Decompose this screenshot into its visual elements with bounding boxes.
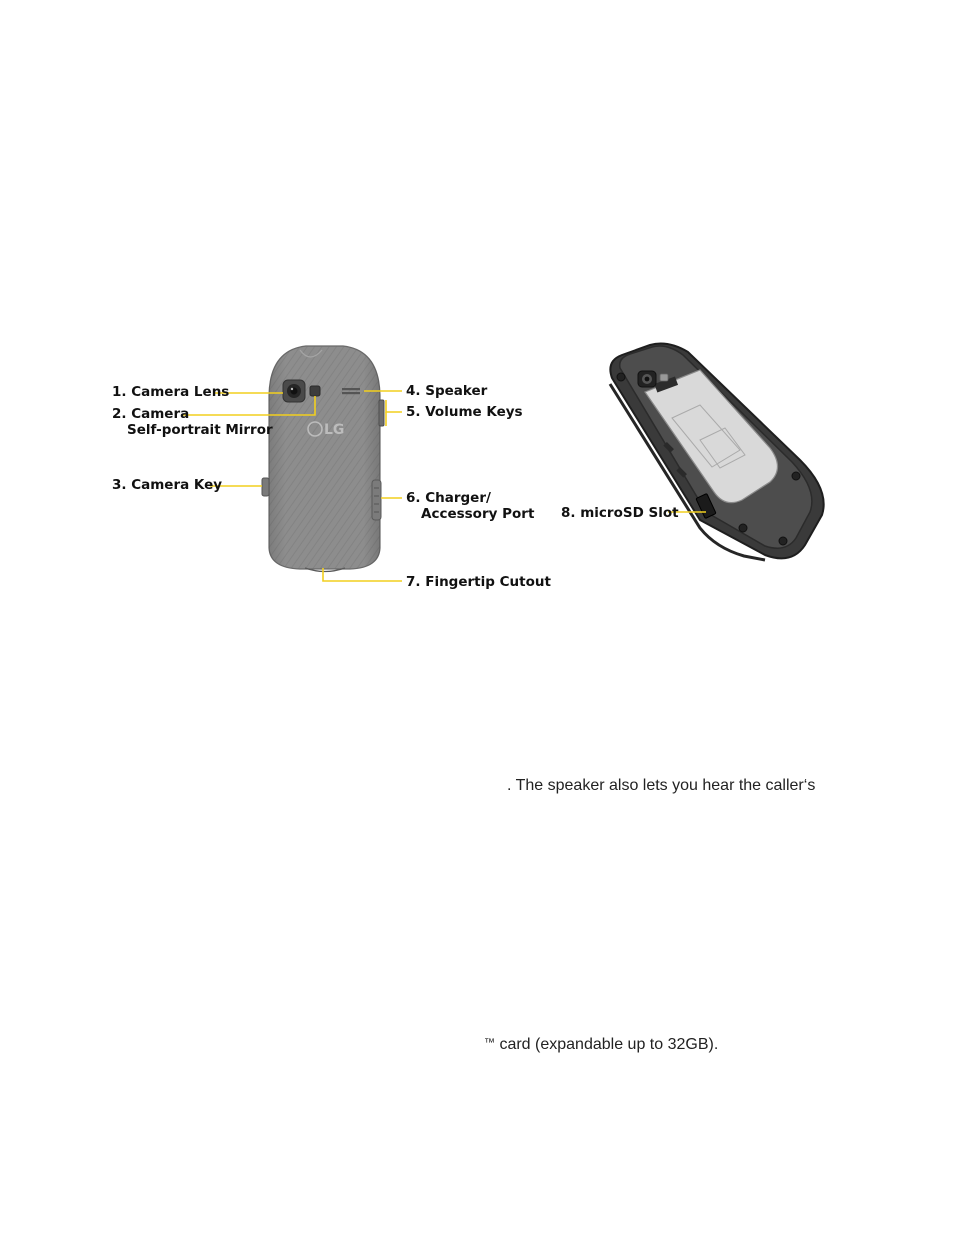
callout-camera-mirror: 2. Camera Self-portrait Mirror: [112, 406, 273, 438]
callout-volume-keys: 5. Volume Keys: [406, 404, 523, 420]
volume-keys-icon: [379, 400, 384, 426]
phone-open-view: [610, 344, 824, 560]
charger-port-icon: [372, 480, 381, 520]
callout-speaker: 4. Speaker: [406, 383, 488, 399]
phone-back-view: [262, 346, 384, 572]
camera-lens-icon: [283, 380, 305, 402]
callout-charger-port: 6. Charger/ Accessory Port: [406, 490, 535, 522]
trademark-symbol: ™: [484, 1037, 495, 1049]
svg-text:LG: LG: [324, 422, 345, 438]
camera-key-icon: [262, 478, 269, 496]
callout-camera-key: 3. Camera Key: [112, 477, 223, 493]
callout-microsd-slot: 8. microSD Slot: [561, 505, 679, 521]
callout-camera-lens: 1. Camera Lens: [112, 384, 230, 400]
speaker-description-fragment: . The speaker also lets you hear the caller‘s: [507, 777, 816, 794]
self-portrait-mirror-icon: [310, 386, 320, 396]
microsd-description-fragment: ™ card (expandable up to 32GB).: [484, 1036, 719, 1053]
callout-fingertip-cutout: 7. Fingertip Cutout: [406, 574, 551, 590]
